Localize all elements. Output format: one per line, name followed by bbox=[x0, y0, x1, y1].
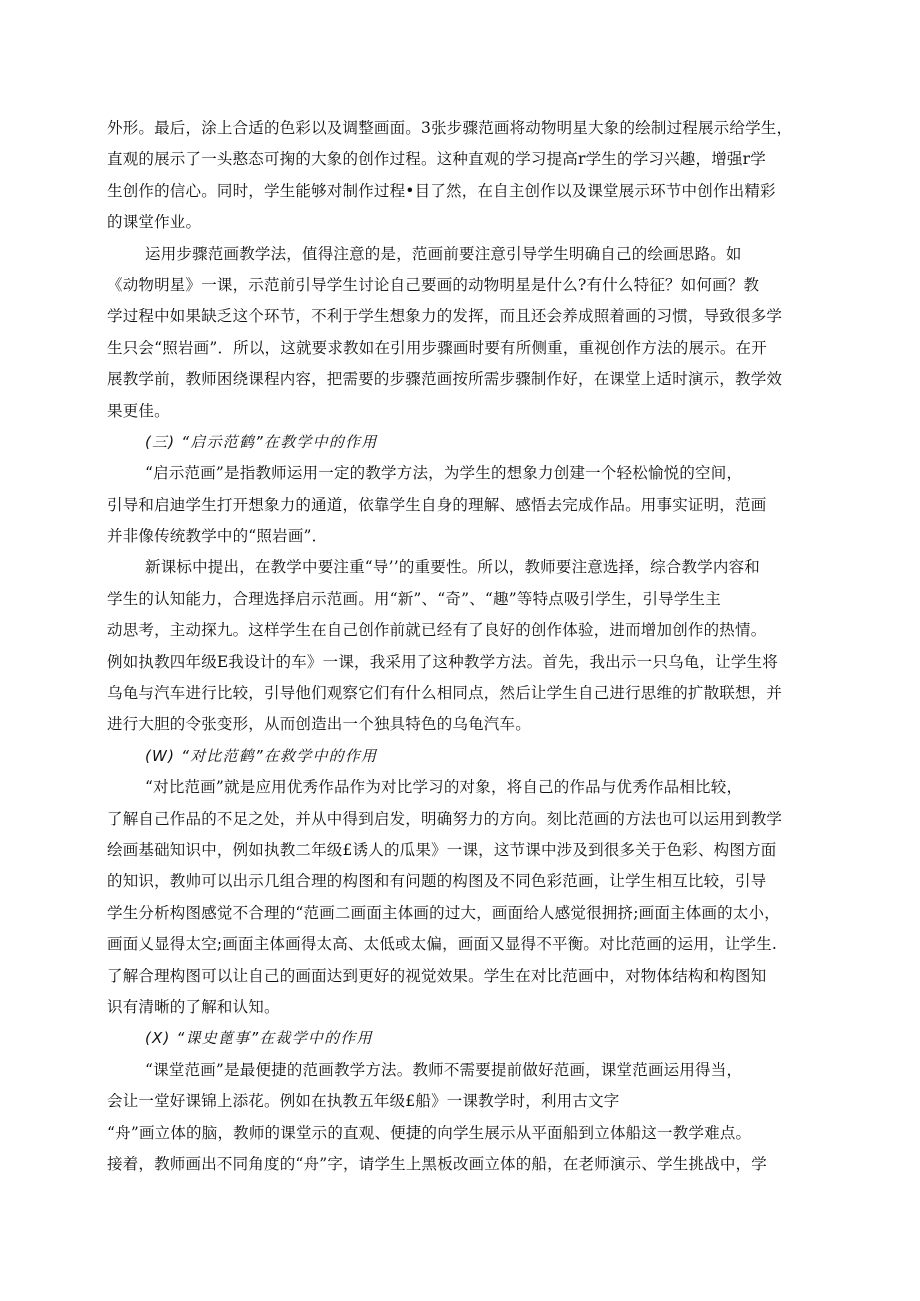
text-line: “课堂范画”是最便捷的范画教学方法。教师不需要提前做好范画，课堂范画运用得当， bbox=[145, 1060, 743, 1079]
text-line: 识有清晰的了解和认知。 bbox=[107, 997, 280, 1016]
section-heading: (W) “对比范鹤”在救学中的作用 bbox=[145, 746, 378, 765]
text-line: 学生分析构图感觉不合理的“范画二画面主体画的过大，画面给人感觉很拥挤;画面主体画的太小， bbox=[107, 903, 780, 922]
text-line: 并非像传统教学中的“照岩画”． bbox=[107, 527, 328, 546]
text-line: 展教学前，教师困绕课程内容，把需要的步骤范画按所需步骤制作好，在课堂上适时演示，教学效 bbox=[107, 370, 783, 389]
text-line: 了解合理构图可以让自己的画面达到更好的视觉效果。学生在对比范画中，对物体结构和构图知 bbox=[107, 966, 767, 985]
section-heading: (X) “课史蓖事”在裁学中的作用 bbox=[145, 1029, 373, 1048]
text-line: 画面乂显得太空;画面主体画得太高、太低或太偏，画面又显得不平衡。对比范画的运用，让学生. bbox=[107, 935, 777, 954]
text-line: 例如执教四年级E我设计的车》一课，我采用了这种教学方法。首先，我出示一只乌龟，让学生将 bbox=[107, 652, 778, 671]
text-line: 进行大胆的令张变形，从而创造出一个独具特色的乌龟汽车。 bbox=[107, 715, 531, 734]
text-line: 乌龟与汽车进行比较，引导他们观察它们有什么相同点，然后让学生自己进行思维的扩散联想，并 bbox=[107, 684, 783, 703]
text-line: 果更佳。 bbox=[107, 401, 170, 420]
text-line: 引导和启迪学生打开想象力的通道，依靠学生自身的理解、感悟去完成作品。用事实证明，范画 bbox=[107, 495, 767, 514]
text-line: 学过程中如果缺乏这个环节，不利于学生想象力的发挥，而且还会养成照着画的习惯，导致很多学 bbox=[107, 307, 783, 326]
text-line: “对比范画”就是应用优秀作品作为对比学习的对象，将自己的作品与优秀作品相比较， bbox=[145, 778, 743, 797]
text-line: 绘画基础知识中，例如执教二年级£诱人的瓜果》一课，这节课中涉及到很多关于色彩、构图方面 bbox=[107, 840, 777, 859]
text-line: 生只会“照岩画”．所以，这就要求教如在引用步骤画时要有所侧重，重视创作方法的展示。在开 bbox=[107, 338, 767, 357]
text-line: 《动物明星》一课，示范前引导学生讨论自己要画的动物明星是什么?有什么特征？如何画？教 bbox=[107, 275, 760, 294]
text-line: 了解自己作品的不足之处，并从中得到启发，明确努力的方向。刻比范画的方法也可以运用到教学 bbox=[107, 809, 783, 828]
document-body bbox=[107, 113, 817, 1180]
text-line: 动思考，主动探九。这样学生在自己创作前就已经有了良好的创作体验，进而增加创作的热情。 bbox=[107, 621, 767, 640]
text-line: “舟”画立体的脑，教师的课堂示的直观、便捷的向学生展示从平面船到立体船这一教学难点。 bbox=[107, 1123, 752, 1142]
text-line: 运用步骤范画教学法，值得注意的是，范画前要注意引导学生明确自己的绘画思路。如 bbox=[145, 244, 742, 263]
text-line: “启示范画”是指教师运用一定的教学方法，为学生的想象力创建一个轻松愉悦的空间， bbox=[145, 464, 743, 483]
text-line: 的知识，教帅可以出示几组合理的构图和有问题的构图及不同色彩范画，让学生相互比较，引导 bbox=[107, 872, 767, 891]
text-line: 外形。最后，涂上合适的色彩以及调整画面。3张步骤范画将动物明星大象的绘制过程展示给学生， bbox=[107, 119, 793, 137]
text-line: 会让一堂好课锦上添花。例如在执教五年级£船》一课教学时，利用古文字 bbox=[107, 1092, 620, 1111]
text-line: 的课堂作业。 bbox=[107, 213, 202, 232]
text-line: 接着，教师画出不同角度的“舟”字，请学生上黑板改画立体的船，在老师演示、学生挑战中，学 bbox=[107, 1154, 767, 1173]
text-line: 学生的认知能力，合理选择启示范画。用“新”、“奇”、“趣”等特点吸引学生，引导学生主 bbox=[107, 589, 721, 608]
text-line: 生创作的信心。同时，学生能够对制作过程•目了然，在自主创作以及课堂展示环节中创作出精彩 bbox=[107, 181, 776, 200]
section-heading: (三) “启示范鹤”在教学中的作用 bbox=[145, 432, 378, 451]
text-line: 新课标中提出，在教学中要注重“导’’的重要性。所以，教师要注意选择，综合教学内容和 bbox=[145, 558, 760, 577]
text-line: 直观的展示了一头憨态可掬的大象的创作过程。这种直观的学习提高r学生的学习兴趣，增强r学 bbox=[107, 150, 766, 169]
